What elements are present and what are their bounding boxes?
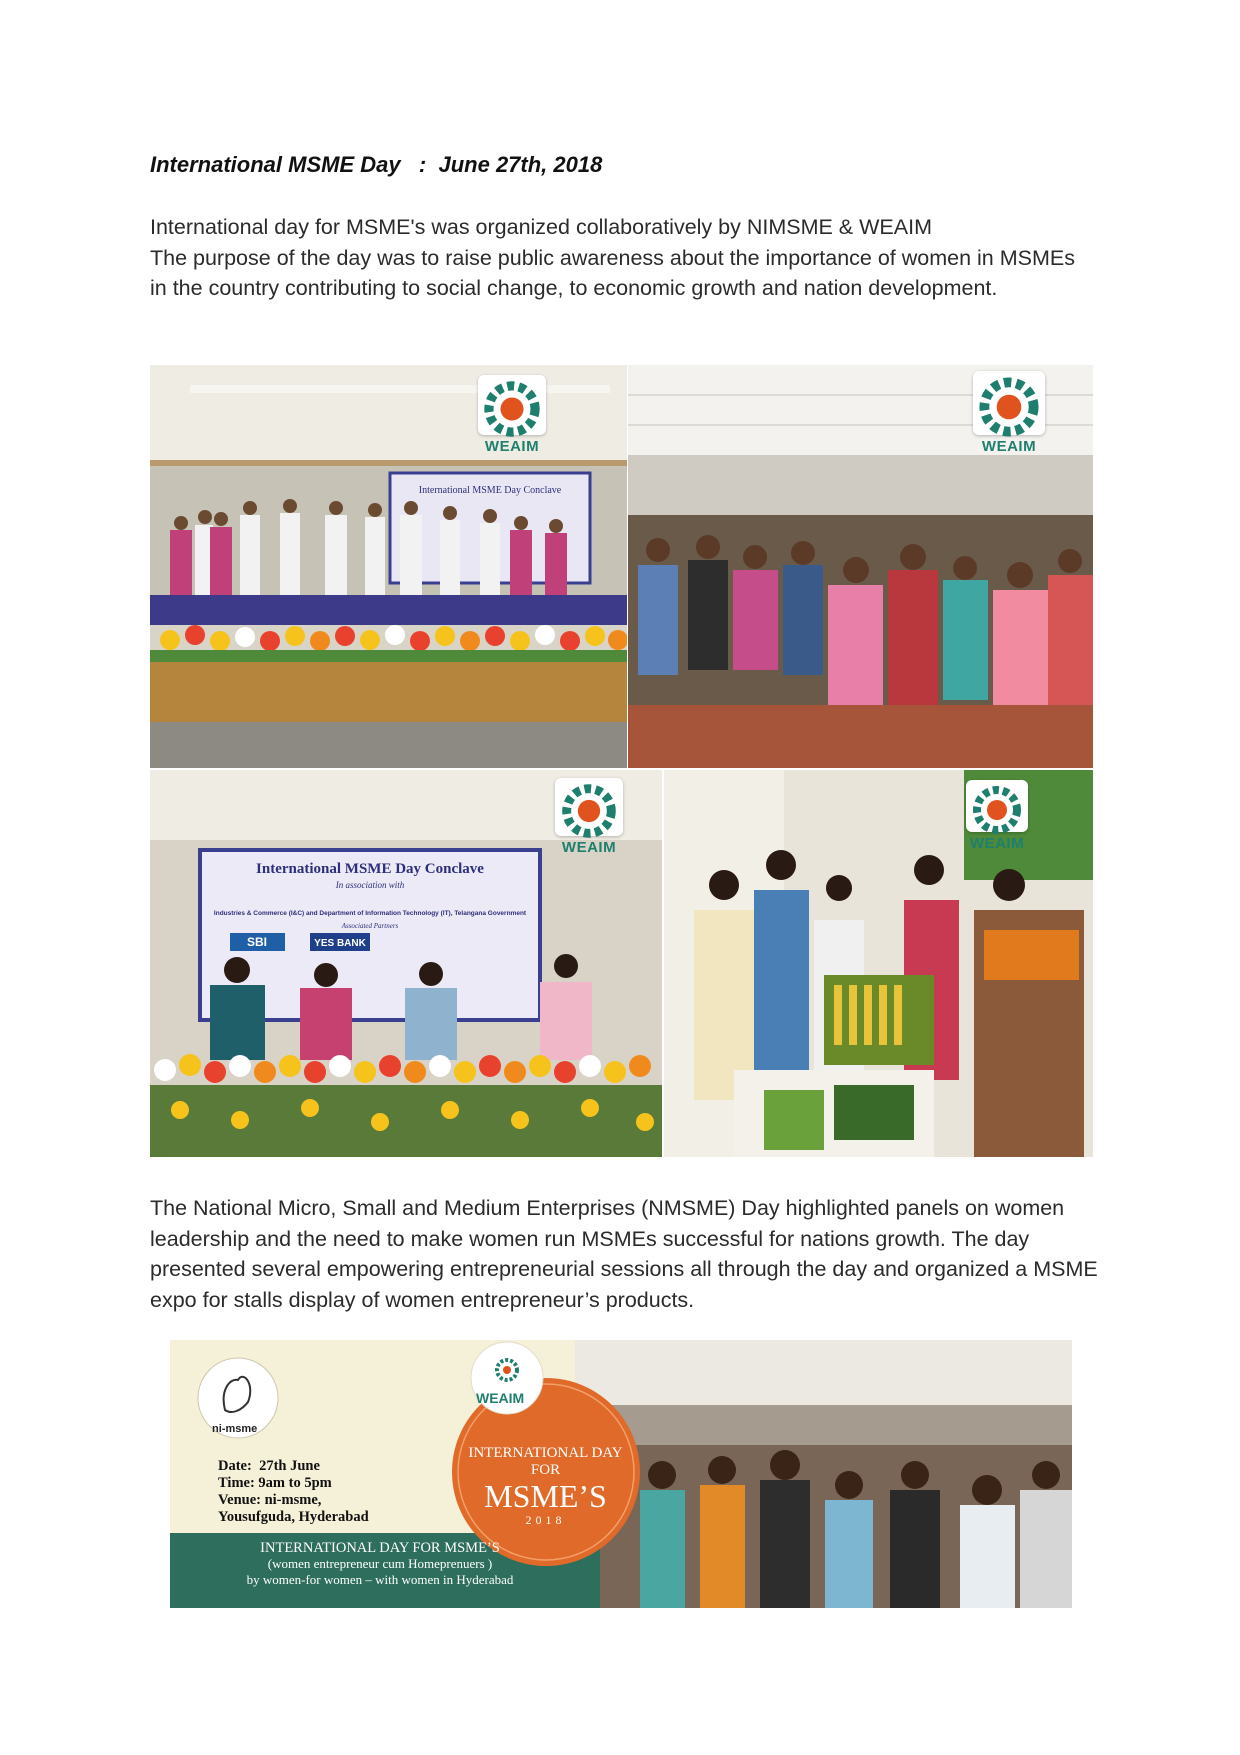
banner-weaim-wordmark: WEAIM — [476, 1390, 525, 1406]
event-details — [218, 1458, 369, 1526]
weaim-logo — [555, 778, 623, 856]
page-title: International MSME Day : June 27th, 2018 — [150, 152, 603, 177]
intro-paragraph — [150, 212, 1090, 304]
weaim-logo — [478, 375, 546, 455]
event-date: Date: 27th June — [218, 1458, 320, 1474]
body-paragraph-text: The National Micro, Small and Medium Enterprises (NMSME) Day highlighted panels on women leadership and the need to make women run MSMEs successful for nations growth. The day presented several empowering entrepreneurial sessions all through the day and organized a MSME expo for stalls display of women entrepreneur’s products. — [150, 1196, 1098, 1312]
circle-year: 2018 — [525, 1513, 566, 1527]
intro-line-1: International day for MSME's was organized collaboratively by NIMSME & WEAIM — [150, 215, 932, 239]
banner-circle-heading — [458, 1445, 633, 1528]
photo-panel-discussion — [150, 770, 662, 1157]
gear-logo-icon — [478, 379, 546, 439]
circle-line-1: INTERNATIONAL DAY FOR — [468, 1445, 623, 1478]
panel-banner-partners: Associated Partners — [341, 922, 399, 930]
photo-expo-stall — [664, 770, 1093, 1157]
gear-logo-icon — [555, 782, 623, 840]
gear-logo-icon — [966, 784, 1028, 836]
event-banner — [170, 1340, 1072, 1608]
photo-stage-dignitaries — [150, 365, 627, 768]
weaim-wordmark: WEAIM — [969, 835, 1025, 852]
photo-audience — [628, 365, 1093, 768]
strip-line-1: INTERNATIONAL DAY FOR MSME’S — [260, 1540, 500, 1556]
weaim-logo — [966, 780, 1028, 852]
strip-line-3: by women-for women – with women in Hyderabad — [246, 1572, 514, 1587]
ni-msme-logo: ni-msme — [212, 1423, 258, 1435]
weaim-wordmark: WEAIM — [561, 839, 617, 856]
body-paragraph — [150, 1193, 1100, 1315]
event-venue: Venue: ni-msme, — [218, 1492, 322, 1508]
weaim-wordmark: WEAIM — [981, 438, 1037, 455]
weaim-wordmark: WEAIM — [484, 438, 540, 455]
weaim-logo — [973, 371, 1045, 455]
gear-logo-icon — [973, 375, 1045, 439]
panel-banner-title: International MSME Day Conclave — [256, 861, 484, 877]
event-venue-address: Yousufguda, Hyderabad — [218, 1509, 369, 1525]
panel-banner-sub: In association with — [335, 880, 405, 890]
panel-banner-line: Industries & Commerce (I&C) and Department of Information Technology (IT), Telangana Government — [213, 910, 527, 917]
banner-strip-text — [170, 1540, 590, 1588]
sponsor-yes-bank: YES BANK — [314, 938, 366, 949]
circle-line-2: MSME’S — [484, 1478, 607, 1514]
event-time: Time: 9am to 5pm — [218, 1475, 332, 1491]
intro-line-2: The purpose of the day was to raise public awareness about the importance of women in MSMEs in the country contributing to social change, to economic growth and nation development. — [150, 245, 1075, 300]
strip-line-2: (women entrepreneur cum Homeprenuers ) — [267, 1556, 493, 1571]
stage-banner-title: International MSME Day Conclave — [418, 485, 562, 496]
sponsor-sbi: SBI — [246, 935, 268, 949]
